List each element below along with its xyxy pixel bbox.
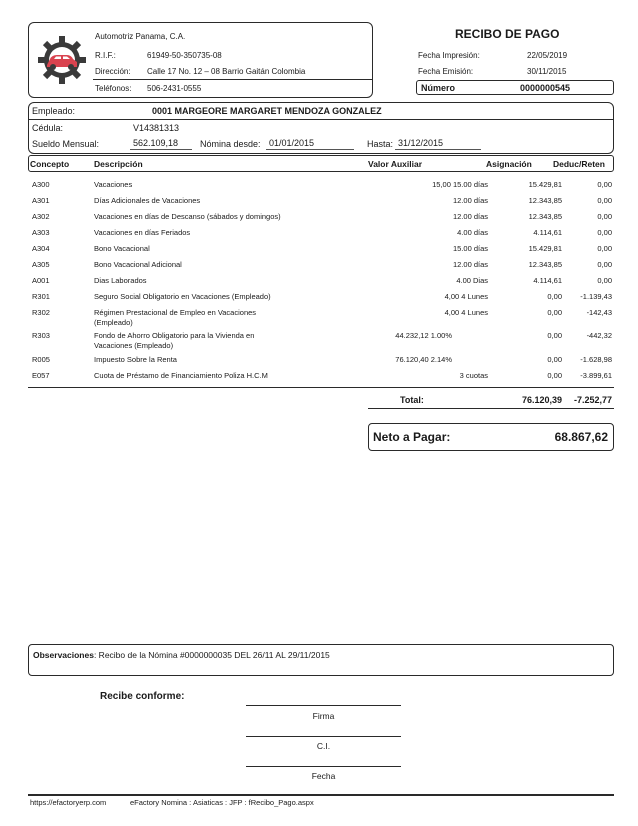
row-aux-value: 4.00 días [457,228,488,237]
receipt-number-label: Número [421,83,456,93]
row-assignment: 12.343,85 [528,212,562,221]
total-deduction: -7.252,77 [573,395,612,405]
row-description: Vacaciones [94,180,133,189]
receipt-title: RECIBO DE PAGO [455,27,560,41]
row-aux-value: 12.00 días [452,196,488,205]
address-value: Calle 17 No. 12 – 08 Barrio Gaitán Colombia [147,67,306,76]
row-description: Bono Vacacional [94,244,150,253]
observations-box [28,644,614,676]
row-assignment: 12.343,85 [528,260,562,269]
row-description: Vacaciones en días Feriados [94,228,191,237]
row-deduction: 0,00 [597,244,612,253]
row-aux-value: 12.00 días [452,212,488,221]
date-label: Fecha [311,771,336,781]
row-aux-value: 4.00 Dias [456,276,488,285]
row-deduction: 0,00 [597,196,612,205]
row-deduction: -3.899,61 [580,371,612,380]
row-assignment: 15.429,81 [528,244,562,253]
col-aux-value: Valor Auxiliar [368,159,423,169]
row-deduction: 0,00 [597,228,612,237]
col-description: Descripción [94,159,143,169]
row-code: A302 [32,212,50,221]
row-assignment: 0,00 [547,292,562,301]
issue-date-label: Fecha Emisión: [418,67,474,76]
row-deduction: -1.628,98 [580,355,612,364]
id-label: Cédula: [32,123,64,133]
row-code: A301 [32,196,50,205]
row-aux-value: 4,00 4 Lunes [444,308,488,317]
id-value: V14381313 [133,123,180,133]
net-pay-label: Neto a Pagar: [373,430,451,444]
col-concept: Concepto [30,159,70,169]
row-deduction: 0,00 [597,276,612,285]
rif-value: 61949-50-350735-08 [147,51,222,60]
observations-text: : Recibo de la Nómina #0000000035 DEL 26/11 AL 29/11/2015 [93,650,330,660]
payroll-to-value: 31/12/2015 [395,138,481,150]
row-code: A305 [32,260,50,269]
row-assignment: 15.429,81 [528,180,562,189]
total-label: Total: [400,395,424,405]
row-description: Días Adicionales de Vacaciones [94,196,201,205]
col-assignment: Asignación [486,159,532,169]
row-code: A303 [32,228,50,237]
row-deduction: -142,43 [586,308,612,317]
signature-label: Firma [312,711,335,721]
row-description: Fondo de Ahorro Obligatorio para la Vivienda en Vacaciones (Empleado) [94,331,255,350]
row-description: Seguro Social Obligatorio en Vacaciones (Empleado) [94,292,271,301]
row-assignment: 12.343,85 [528,196,562,205]
company-name: Automotriz Panama, C.A. [95,32,186,41]
observations-label: Observaciones [33,650,94,660]
date-line [246,766,401,767]
ci-label: C.I. [316,741,331,751]
row-description: Impuesto Sobre la Renta [94,355,177,364]
payroll-from-label: Nómina desde: [200,139,261,149]
footer-url[interactable]: https://efactoryerp.com [30,798,107,807]
row-aux-value: 76.120,40 2.14% [395,355,452,364]
row-aux-value: 15,00 15.00 días [432,180,488,189]
phone-value: 506-2431-0555 [147,84,202,93]
row-description: Cuota de Préstamo de Financiamiento Poliza H.C.M [94,371,268,380]
row-code: E057 [32,371,50,380]
ci-line [246,736,401,737]
row-aux-value: 3 cuotas [459,371,488,380]
row-assignment: 4.114,61 [533,228,562,237]
row-deduction: 0,00 [597,180,612,189]
salary-value: 562.109,18 [130,138,192,150]
totals-divider [28,387,614,388]
row-code: R303 [32,331,50,340]
footer-divider [28,794,614,796]
total-assignment: 76.120,39 [521,395,562,405]
received-label: Recibe conforme: [100,691,185,702]
row-assignment: 0,00 [547,308,562,317]
row-code: R301 [32,292,50,301]
row-aux-value: 4,00 4 Lunes [444,292,488,301]
company-logo [36,34,88,86]
row-assignment: 0,00 [547,371,562,380]
print-date-value: 22/05/2019 [527,51,568,60]
issue-date-value: 30/11/2015 [527,67,567,76]
employee-divider [28,119,614,120]
row-aux-value: 15.00 días [452,244,488,253]
row-aux-value: 12.00 días [452,260,488,269]
receipt-number-value: 0000000545 [520,83,571,93]
row-deduction: 0,00 [597,212,612,221]
row-code: R302 [32,308,50,317]
row-assignment: 0,00 [547,331,562,340]
col-deduction: Deduc/Reten [553,159,605,169]
net-pay-value: 68.867,62 [554,430,608,444]
row-description: Vacaciones en días de Descanso (sábados y domingos) [94,212,281,221]
salary-label: Sueldo Mensual: [32,139,100,149]
row-aux-value: 44.232,12 1.00% [395,331,452,340]
address-label: Dirección: [95,67,131,76]
row-description: Bono Vacacional Adicional [94,260,182,269]
row-code: A300 [32,180,50,189]
print-date-label: Fecha Impresión: [418,51,480,60]
gear-car-logo-icon [36,34,88,86]
rif-label: R.I.F.: [95,51,116,60]
row-code: A304 [32,244,50,253]
row-deduction: -1.139,43 [580,292,612,301]
row-description: Dias Laborados [94,276,147,285]
row-code: A001 [32,276,50,285]
row-description: Régimen Prestacional de Empleo en Vacaciones (Empleado) [94,308,257,327]
footer-path: eFactory Nomina : Asiaticas : JFP : fRecibo_Pago.aspx [130,798,314,807]
payroll-to-label: Hasta: [367,139,394,149]
phone-label: Teléfonos: [95,84,132,93]
employee-name: 0001 MARGEORE MARGARET MENDOZA GONZALEZ [152,106,382,116]
phone-divider [93,79,373,80]
totals-underline [368,408,614,409]
row-deduction: 0,00 [597,260,612,269]
row-assignment: 0,00 [547,355,562,364]
observations-line [33,650,330,660]
row-code: R005 [32,355,50,364]
payroll-from-value: 01/01/2015 [266,138,354,150]
signature-line [246,705,401,706]
row-deduction: -442,32 [586,331,612,340]
row-assignment: 4.114,61 [533,276,562,285]
employee-label: Empleado: [32,106,76,116]
